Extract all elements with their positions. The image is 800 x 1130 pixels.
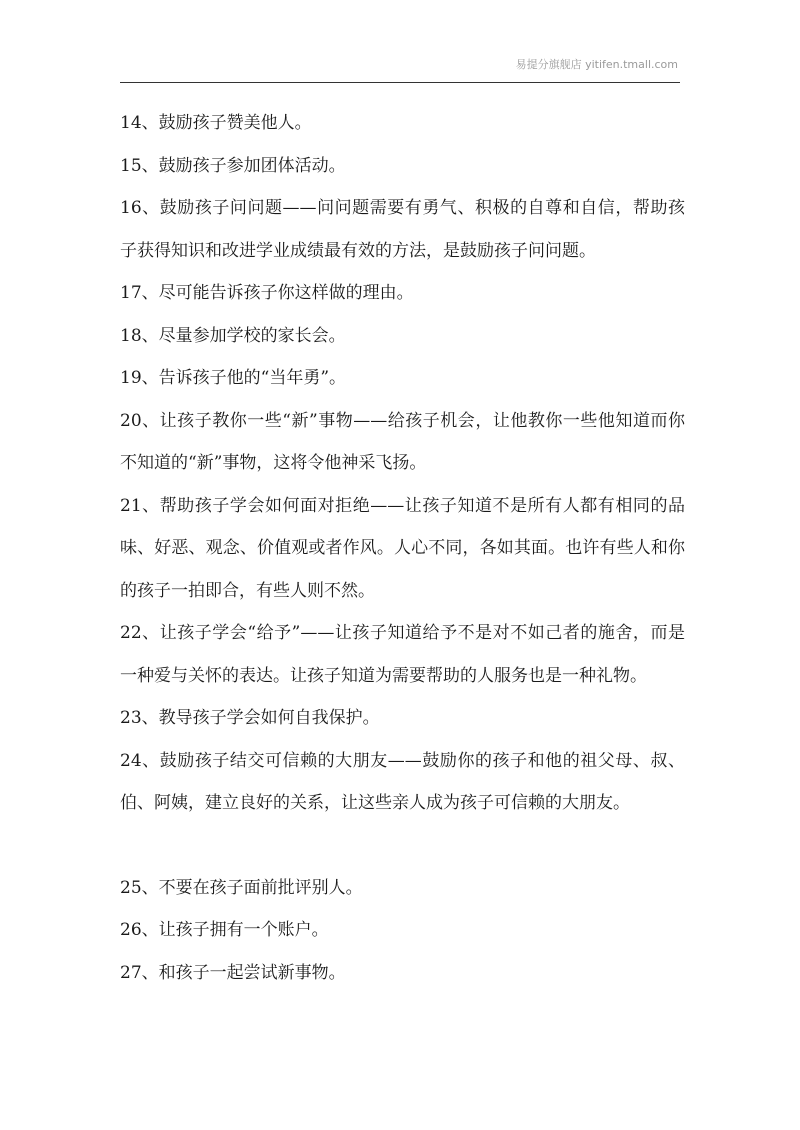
list-item: 20、让孩子教你一些“新”事物——给孩子机会，让他教你一些他知道而你不知道的“新”事物，这将令他神采飞扬。 (120, 410, 685, 473)
list-item: 27、和孩子一起尝试新事物。 (120, 962, 346, 983)
list-item: 19、告诉孩子他的“当年勇”。 (120, 368, 347, 388)
list-item: 21、帮助孩子学会如何面对拒绝——让孩子知道不是所有人都有相同的品味、好恶、观念、价值观或者作风。人心不同，各如其面。也许有些人和你的孩子一拍即合，有些人则不然。 (120, 495, 685, 601)
paragraph-gap (120, 825, 685, 867)
list-item: 23、教导孩子学会如何自我保护。 (120, 708, 380, 728)
list-item: 22、让孩子学会“给予”——让孩子知道给予不是对不如己者的施舍，而是一种爱与关怀的表达。让孩子知道为需要帮助的人服务也是一种礼物。 (120, 623, 685, 686)
list-item: 24、鼓励孩子结交可信赖的大朋友——鼓励你的孩子和他的祖父母、叔、伯、阿姨，建立良好的关系，让这些亲人成为孩子可信赖的大朋友。 (120, 750, 685, 813)
header-shop-text: 易提分旗舰店 yitifen.tmall.com (515, 58, 678, 71)
list-item: 16、鼓励孩子问问题——问问题需要有勇气、积极的自尊和自信，帮助孩子获得知识和改进学业成绩最有效的方法，是鼓励孩子问问题。 (120, 198, 685, 261)
document-body (120, 102, 685, 994)
header-rule (120, 82, 680, 83)
list-item: 18、尽量参加学校的家长会。 (120, 325, 346, 346)
list-item: 26、让孩子拥有一个账户。 (120, 920, 329, 940)
list-item: 25、不要在孩子面前批评别人。 (120, 877, 363, 898)
list-item: 17、尽可能告诉孩子你这样做的理由。 (120, 283, 414, 303)
list-item: 14、鼓励孩子赞美他人。 (120, 113, 312, 133)
list-item: 15、鼓励孩子参加团体活动。 (120, 155, 346, 176)
